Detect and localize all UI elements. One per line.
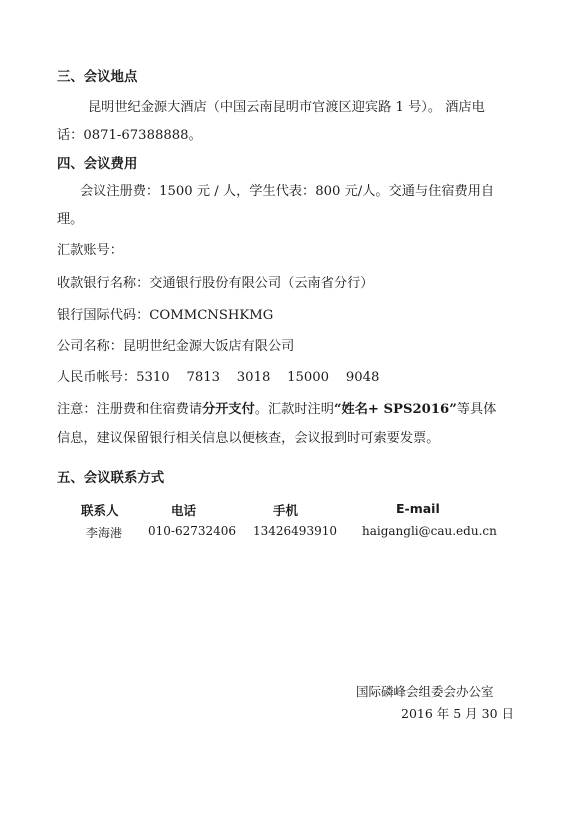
bank-swift-code: 银行国际代码：COMMCNSHKMG xyxy=(57,308,274,323)
contact-name: 李海港 xyxy=(86,526,123,540)
signature-date: 2016 年 5 月 30 日 xyxy=(401,706,515,721)
contact-header-name: 联系人 xyxy=(81,503,119,518)
contact-phone: 010-62732406 xyxy=(148,524,237,538)
venue-line-1: 昆明世纪金源大酒店（中国云南昆明市官渡区迎宾路 1 号）。 酒店电 xyxy=(88,100,485,115)
venue-line-2: 话：0871-67388888。 xyxy=(57,128,202,143)
payment-note-line-2: 信息，建议保留银行相关信息以便核查，会议报到时可索要发票。 xyxy=(57,431,440,446)
section5-heading: 五、会议联系方式 xyxy=(57,471,165,486)
fee-line-1: 会议注册费：1500 元 / 人，学生代表：800 元/人。交通与住宿费用自 xyxy=(80,184,495,199)
contact-email: haigangli@cau.edu.cn xyxy=(362,524,497,538)
note-suffix: 等具体 xyxy=(456,402,497,417)
contact-header-email: E-mail xyxy=(396,501,440,516)
note-mid: 。汇款时注明 xyxy=(254,402,334,417)
note-separate-payment: 分开支付 xyxy=(202,402,255,417)
signature-org: 国际磷峰会组委会办公室 xyxy=(356,684,494,699)
fee-line-2: 理。 xyxy=(57,212,84,227)
contact-header-mobile: 手机 xyxy=(273,503,299,518)
rmb-account-number: 人民币帐号：5310 7813 3018 15000 9048 xyxy=(57,370,380,385)
note-remark-format: “姓名+ SPS2016” xyxy=(333,402,457,417)
account-label: 汇款账号： xyxy=(57,243,123,258)
section4-heading: 四、会议费用 xyxy=(57,157,138,172)
note-prefix: 注意：注册费和住宿费请 xyxy=(57,402,203,417)
contact-mobile: 13426493910 xyxy=(253,524,337,538)
contact-header-phone: 电话 xyxy=(171,503,197,518)
section3-heading: 三、会议地点 xyxy=(57,70,138,85)
payment-note-line-1 xyxy=(57,402,496,418)
bank-name: 收款银行名称：交通银行股份有限公司（云南省分行） xyxy=(57,276,374,291)
company-name: 公司名称：昆明世纪金源大饭店有限公司 xyxy=(57,339,295,354)
